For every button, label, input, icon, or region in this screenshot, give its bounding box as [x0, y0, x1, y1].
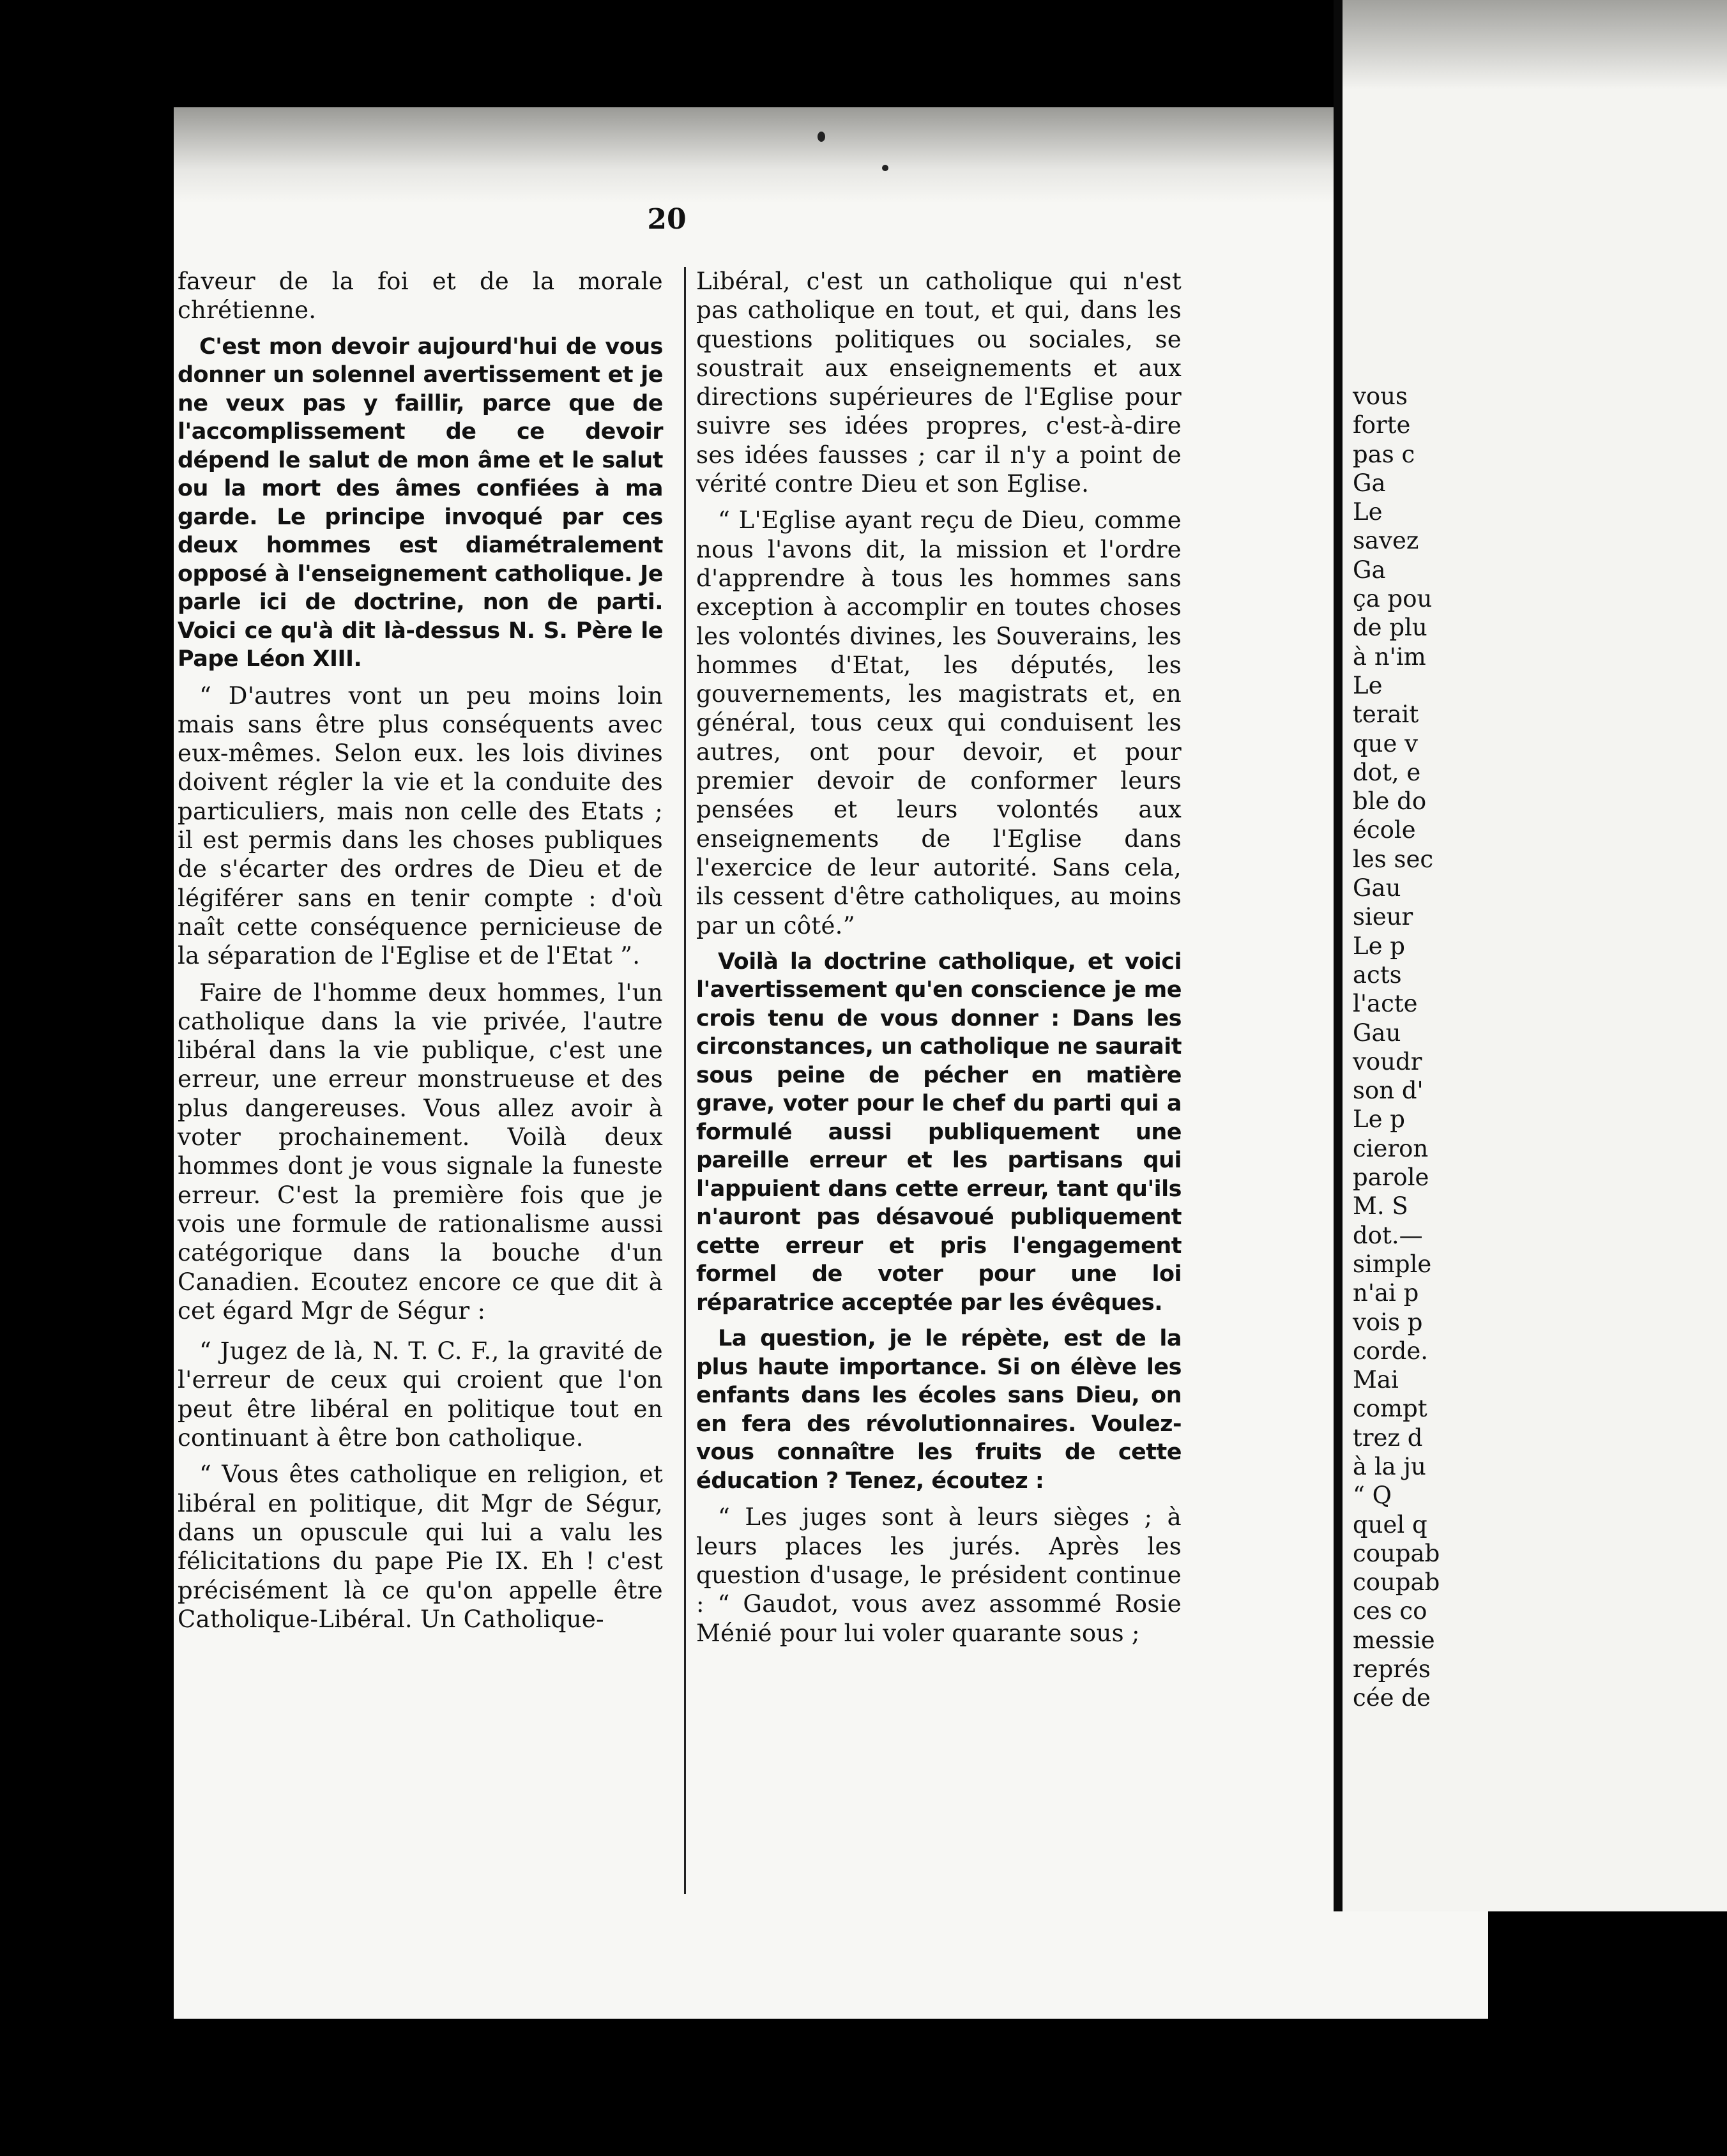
facing-page-line: forte — [1353, 411, 1411, 439]
facing-page-line: parole — [1353, 1164, 1429, 1192]
facing-page-line: coupab — [1353, 1539, 1440, 1567]
paragraph: “ Vous êtes catholique en religion, et libéral en politique, dit Mgr de Ségur, dans un opuscule qui lui a valu les félicitations du pape Pie IX. Eh ! c'est précisément là ce qu'on appelle être Catholique-Libéral. Un Catholique- — [178, 1461, 663, 1633]
facing-page-line: école — [1353, 816, 1416, 844]
facing-page-line: savez — [1353, 527, 1419, 555]
facing-page-line: corde. — [1353, 1337, 1429, 1365]
facing-page-line: l'acte — [1353, 990, 1418, 1018]
facing-page-line: de plu — [1353, 614, 1427, 642]
facing-page-line: Mai — [1353, 1366, 1399, 1394]
paragraph: “ Jugez de là, N. T. C. F., la gravité de l'erreur de ceux qui croient que l'on peut être libéral en politique tout en continuant à être bon catholique. — [178, 1337, 663, 1452]
paragraph: “ D'autres vont un peu moins loin mais sans être plus conséquents avec eux-mêmes. Selon eux. les lois divines doivent régler la vie et la conduite des particuliers, mais non celle des Etats ; il est permis dans les choses publiques de s'écarter des ordres de Dieu et de légiférer sans en tenir compte : d'où naît cette conséquence pernicieuse de la séparation de l'Eglise et de l'Etat ”. — [178, 681, 663, 970]
facing-page-line: voudr — [1353, 1047, 1422, 1075]
facing-page-line: dot, e — [1353, 758, 1421, 786]
book-gutter — [1334, 0, 1343, 1911]
bold-paragraph: La question, je le répète, est de la plus haute importance. Si on élève les enfants dans les écoles sans Dieu, on en fera des révolutionnaires. Voulez-vous connaître les fruits de cette éducation ? Tenez, écoutez : — [696, 1326, 1182, 1494]
facing-page-line: à la ju — [1353, 1452, 1426, 1480]
facing-page-text — [1353, 382, 1440, 1713]
paragraph: Faire de l'homme deux hommes, l'un catholique dans la vie privée, l'autre libéral dans la vie publique, c'est une erreur, une erreur monstrueuse et des plus dangereuses. Vous allez avoir à voter prochainement. Voilà deux hommes dont je vous signale la funeste erreur. C'est la première fois que je vois une formule de rationalisme aussi catégorique dans la bouche d'un Canadien. Ecoutez encore ce que dit à cet égard Mgr de Ségur : — [178, 978, 663, 1325]
facing-page-line: sieur — [1353, 903, 1413, 931]
facing-page-line: Le — [1353, 498, 1383, 526]
facing-page-line: ble do — [1353, 787, 1427, 816]
facing-page-line: ça pou — [1353, 585, 1433, 613]
left-text-column — [178, 267, 663, 1641]
facing-page-line: Le p — [1353, 1105, 1405, 1134]
paragraph: faveur de la foi et de la morale chrétienne. — [178, 268, 663, 324]
facing-page-line: trez d — [1353, 1423, 1423, 1452]
facing-page-line: acts — [1353, 960, 1402, 989]
ink-speck — [818, 132, 825, 142]
facing-page-line: coupab — [1353, 1568, 1440, 1597]
facing-page-line: M. S — [1353, 1192, 1408, 1220]
facing-page-line: pas c — [1353, 440, 1415, 468]
facing-page-line: Ga — [1353, 469, 1386, 497]
right-text-column — [696, 267, 1182, 1655]
facing-page-line: Le p — [1353, 932, 1405, 960]
paragraph: Libéral, c'est un catholique qui n'est pas catholique en tout, et qui, dans les questions politiques ou sociales, se soustrait aux enseignements et aux directions supérieures de l'Eglise pour suivre ses idées propres, c'est-à-dire ses idées fausses ; car il n'y a point de vérité contre Dieu et son Eglise. — [696, 268, 1182, 498]
facing-page-line: cée de — [1353, 1684, 1431, 1712]
facing-page-line: ces co — [1353, 1597, 1427, 1625]
facing-page-line: messie — [1353, 1626, 1435, 1654]
facing-page-line: à n'im — [1353, 642, 1426, 671]
facing-page-line: simple — [1353, 1250, 1432, 1278]
facing-page-line: représ — [1353, 1655, 1431, 1683]
facing-page-line: Gau — [1353, 874, 1401, 902]
facing-page-line: vois p — [1353, 1308, 1423, 1336]
facing-page-line: Le — [1353, 671, 1383, 699]
facing-page-line: les sec — [1353, 845, 1434, 873]
ink-speck — [882, 165, 888, 171]
facing-page-line: n'ai p — [1353, 1279, 1419, 1307]
bold-paragraph: C'est mon devoir aujourd'hui de vous donner un solennel avertissement et je ne veux pas y faillir, parce que de l'accomplissement de ce devoir dépend le salut de mon âme et le salut ou la mort des âmes confiées à ma garde. Le principe invoqué par ces deux hommes est diamétralement opposé à l'enseignement catholique. Je parle ici de doctrine, non de parti. Voici ce qu'à dit là-dessus N. S. Père le Pape Léon XIII. — [178, 333, 663, 672]
facing-page-line: compt — [1353, 1395, 1427, 1423]
paragraph: “ L'Eglise ayant reçu de Dieu, comme nous l'avons dit, la mission et l'ordre d'apprendre à tous les hommes sans exception à accomplir en toutes choses les volontés divines, les Souverains, les hommes d'Etat, les députés, les gouvernements, les magistrats et, en général, tous ceux qui conduisent les autres, ont pour devoir, et pour premier devoir de conformer leurs pensées et leurs volontés aux enseignements de l'Eglise dans l'exercice de leur autorité. Sans cela, ils cessent d'être catholiques, au moins par un côté.” — [696, 506, 1182, 939]
bold-paragraph: Voilà la doctrine catholique, et voici l'avertissement qu'en conscience je me crois tenu de vous donner : Dans les circonstances, un catholique ne saurait sous peine de pécher en matière grave, voter pour le chef du parti qui a formulé aussi publiquement une pareille erreur et les partisans qui l'appuient dans cette erreur, tant qu'ils n'auront pas désavoué publiquement cette erreur et pris l'engagement formel de voter pour une loi réparatrice acceptée par les évêques. — [696, 948, 1182, 1316]
column-rule — [684, 267, 686, 1894]
facing-page-line: que v — [1353, 729, 1419, 757]
facing-page-line: terait — [1353, 701, 1419, 729]
facing-page-line: son d' — [1353, 1077, 1424, 1105]
facing-page-line: Ga — [1353, 556, 1386, 584]
facing-page-line: cieron — [1353, 1134, 1429, 1162]
page-number: 20 — [647, 203, 687, 236]
facing-page-line: vous — [1353, 383, 1408, 410]
facing-page-line: quel q — [1353, 1510, 1427, 1538]
facing-page-line: Gau — [1353, 1019, 1401, 1047]
paragraph: “ Les juges sont à leurs sièges ; à leurs places les jurés. Après les question d'usage, le président continue : “ Gaudot, vous avez assommé Rosie Ménié pour lui voler quarante sous ; — [696, 1503, 1182, 1647]
facing-page-line: dot.— — [1353, 1221, 1423, 1249]
facing-page-line: “ Q — [1353, 1482, 1392, 1510]
